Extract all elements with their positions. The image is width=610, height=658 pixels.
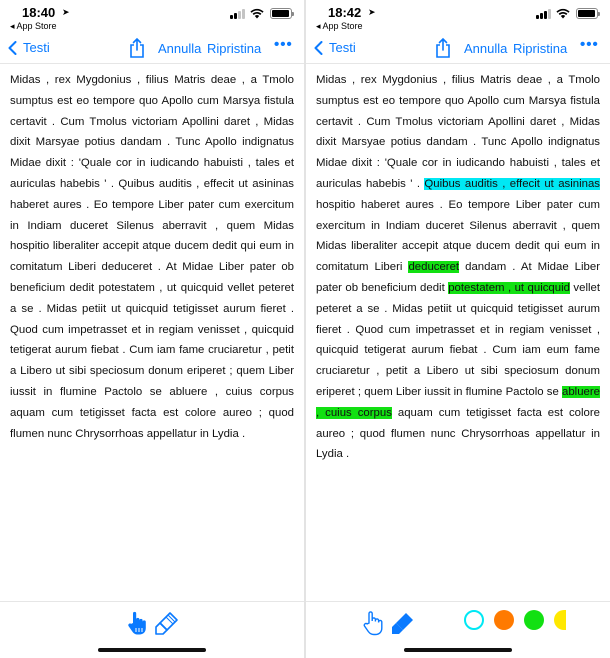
undo-button[interactable]: Annulla <box>158 41 202 56</box>
text-segment: vellet peteret a se . Midas petiit ut quicquid tetigisset aurum fieret . Quod cum impetrasset et in regiam venisset , quicquid tetigerat aurum fiebat . Cum iam eum fame cruciaretur , petit a Libero ut sibi speciosum donum eriperet ; quem Liber iussit in flumine Pactolo se <box>316 281 600 398</box>
right-screen <box>306 0 610 658</box>
text-segment: aquam cum tetigisset facta est colore aureo ; quod flumen nunc Chrysorrhoas appellatur in Lydia . <box>316 406 600 461</box>
navigation-bar <box>306 36 610 62</box>
text-content[interactable]: Midas , rex Mygdonius , filius Matris deae , a Tmolo sumptus est eo tempore quo Apollo cum Marsya fistula certavit . Cum Tmolus victoriam Apollini daret , Midas dixit Marsyae potius dandam . Tunc Apollo indignatus Midae dixit : 'Quale cor in iudicando habuisti , tales et auriculas habebis ' . Quibus auditis , effecit ut asininas haberet aures . Eo tempore Liber pater cum exercitum in Indiam duceret Silenus aberravit , quem Midas hospitio liberaliter accepit atque ducem dedit qui eum in comitatum Liberi deduceret . At Midae Liber pater ob beneficium dedit potestatem , ut quicquid vellet peteret a se . Midas petiit ut quicquid tetigisset aurum fieret . Quod cum impetrasset et in regiam venisset , quicquid tetigerat aurum fiebat . Cum iam fame cruciaretur , petit a Libero ut sibi speciosum donum eriperet ; quem Liber iussit in flumine Pactolo se abluere , cuius corpus aquam cum tetigisset facta est colore aureo ; quod flumen nunc Chrysorrhoas appellatur in Lydia . <box>10 74 294 440</box>
cellular-signal-icon <box>536 9 552 19</box>
highlighted-segment[interactable]: abluere , cuius corpus <box>316 385 600 419</box>
text-segment: Midas , rex Mygdonius , filius Matris deae , a Tmolo sumptus est eo tempore quo Apollo cum Marsya fistula certavit . Cum Tmolus victoriam Apollini daret , Midas dixit Marsyae potius dandam . Tunc Apollo indignatus Midae dixit : 'Quale cor in iudicando habuisti , tales et auriculas habebis ' . <box>316 74 600 190</box>
highlighted-text-content[interactable] <box>316 70 600 465</box>
highlighted-segment[interactable]: deduceret <box>408 261 460 274</box>
wifi-icon <box>250 8 264 19</box>
highlighter-brush-icon[interactable] <box>390 610 416 636</box>
navigation-bar <box>0 36 304 62</box>
location-icon: ➤ <box>368 7 376 17</box>
back-to-app-store[interactable]: ◂ App Store <box>316 21 363 31</box>
orange-swatch[interactable] <box>494 610 514 630</box>
text-segment: dandam . At Midae Liber pater ob beneficium dedit <box>316 261 600 294</box>
wifi-icon <box>556 8 570 19</box>
location-icon: ➤ <box>62 7 70 17</box>
more-options-button[interactable]: ••• <box>274 36 293 53</box>
cellular-signal-icon <box>230 9 246 19</box>
back-to-app-store[interactable]: ◂ App Store <box>10 21 57 31</box>
highlighter-brush-icon[interactable] <box>154 610 180 636</box>
left-screen <box>0 0 304 658</box>
highlighted-segment[interactable]: potestatem , ut quicquid <box>448 281 570 294</box>
pointer-hand-icon[interactable] <box>362 610 384 636</box>
green-swatch[interactable] <box>524 610 544 630</box>
pointer-hand-icon[interactable] <box>126 610 148 636</box>
back-label: Testi <box>329 40 356 55</box>
status-time: 18:42 <box>328 5 362 20</box>
share-icon[interactable] <box>128 37 146 59</box>
nav-divider <box>0 63 304 64</box>
back-label: Testi <box>23 40 50 55</box>
status-bar <box>306 5 610 33</box>
highlighted-segment[interactable]: Quibus auditis , effecit ut asininas <box>424 177 600 190</box>
status-bar <box>0 5 304 33</box>
status-time: 18:40 <box>22 5 56 20</box>
text-segment: hospitio haberet aures . Eo tempore Liber pater cum exercitum in Indiam duceret Silenus aberravit , quem Midas liberaliter accepit atque ducem dedit qui eum in comitatum Liberi <box>316 198 600 274</box>
battery-icon <box>270 8 292 19</box>
back-button[interactable] <box>314 40 356 55</box>
more-options-button[interactable]: ••• <box>580 36 599 53</box>
battery-icon <box>576 8 598 19</box>
back-button[interactable] <box>8 40 50 55</box>
share-icon[interactable] <box>434 37 452 59</box>
undo-button[interactable]: Annulla <box>464 41 508 56</box>
cyan-swatch[interactable] <box>464 610 484 630</box>
redo-button[interactable]: Ripristina <box>207 41 262 56</box>
redo-button[interactable]: Ripristina <box>513 41 568 56</box>
chevron-left-icon <box>8 41 17 55</box>
chevron-left-icon <box>314 41 323 55</box>
home-indicator <box>98 648 206 652</box>
yellow-swatch[interactable] <box>554 610 566 630</box>
nav-divider <box>306 63 610 64</box>
home-indicator <box>404 648 512 652</box>
